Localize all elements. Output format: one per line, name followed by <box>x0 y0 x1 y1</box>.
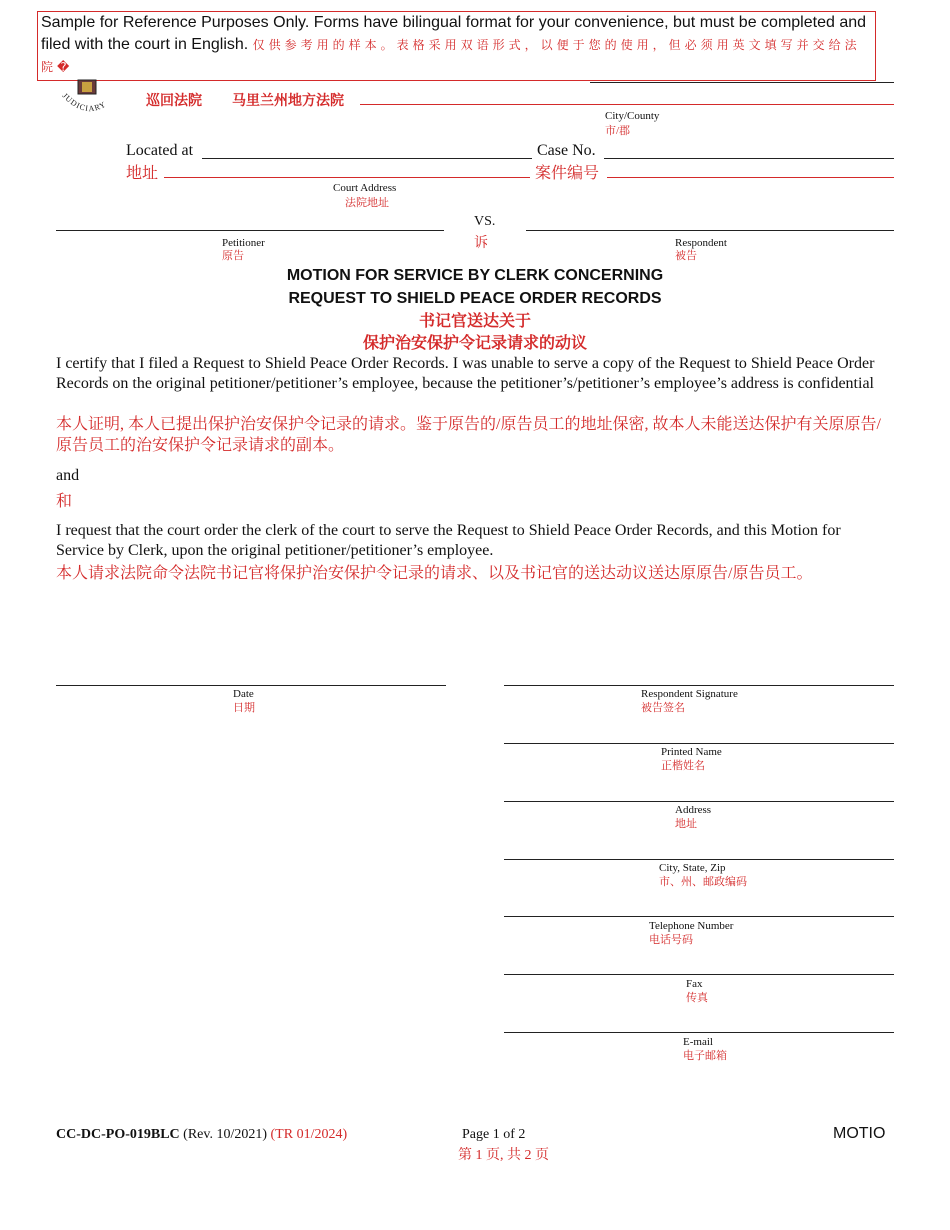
case-no-label-cn: 案件编号 <box>535 165 600 182</box>
court-address-label-cn: 法院地址 <box>345 197 389 209</box>
city-state-zip-label: City, State, Zip <box>659 862 726 874</box>
telephone-label-cn: 电话号码 <box>649 934 693 946</box>
respondent-line <box>526 230 894 231</box>
city-county-line <box>360 104 894 105</box>
court-name-cn: 马里兰州地方法院 <box>232 93 344 109</box>
paragraph-certify-cn: 本人证明, 本人已提出保护治安保护令记录的请求。鉴于原告的/原告员工的地址保密, 故本人未能送达保护有关原原告/原告员工的治安保护令记录请求的副本。 <box>56 416 881 454</box>
footer-form-id: CC-DC-PO-019BLC <box>56 1127 180 1142</box>
located-at-line <box>202 158 532 159</box>
and-label: and <box>56 467 80 484</box>
paragraph-certify: I certify that I filed a Request to Shield Peace Order Records. I was unable to serve a copy of the Request to Shield Peace Order Records on the original petitioner/petitioner’s employee, because the petitioner’s/petitioner’s employee’s address is confidential <box>56 355 875 392</box>
telephone-input[interactable] <box>504 897 894 915</box>
respondent-label-cn: 被告 <box>675 250 697 262</box>
telephone-line <box>504 916 894 917</box>
title-line2-cn: 保护治安保护令记录请求的动议 <box>362 333 587 352</box>
title-line2: REQUEST TO SHIELD PEACE ORDER RECORDS <box>288 290 662 307</box>
city-state-zip-line <box>504 859 894 860</box>
footer-motio: MOTIO <box>833 1125 886 1142</box>
svg-text:JUDICIARY <box>61 91 108 113</box>
city-county-label: City/County <box>605 110 660 122</box>
title-line1: MOTION FOR SERVICE BY CLERK CONCERNING <box>286 267 664 284</box>
court-type-cn: 巡回法院 <box>146 93 202 109</box>
printed-name-input[interactable] <box>504 724 894 742</box>
respondent-signature-label-cn: 被告签名 <box>641 702 685 714</box>
date-input[interactable] <box>56 666 446 684</box>
footer-page: Page 1 of 2 <box>462 1127 526 1142</box>
respondent-label: Respondent <box>675 237 727 249</box>
vs-label-cn: 诉 <box>474 236 488 251</box>
email-line <box>504 1032 894 1033</box>
petitioner-label: Petitioner <box>222 237 265 249</box>
address-input[interactable] <box>504 782 894 800</box>
seal-text: JUDICIARY <box>60 91 108 114</box>
city-state-zip-label-cn: 市、州、邮政编码 <box>659 876 747 888</box>
printed-name-label: Printed Name <box>661 746 722 758</box>
respondent-signature-input[interactable] <box>504 666 894 684</box>
court-address-label: Court Address <box>333 182 397 194</box>
fax-line <box>504 974 894 975</box>
court-address-input[interactable] <box>202 142 532 158</box>
email-label-cn: 电子邮箱 <box>683 1050 727 1062</box>
respondent-signature-label: Respondent Signature <box>641 688 738 700</box>
date-line <box>56 685 446 686</box>
printed-name-label-cn: 正楷姓名 <box>661 760 705 772</box>
email-input[interactable] <box>504 1013 894 1031</box>
vs-label: VS. <box>474 214 496 229</box>
sample-notice <box>37 11 876 81</box>
respondent-signature-line <box>504 685 894 686</box>
top-rule <box>590 82 894 83</box>
located-at-label-cn: 地址 <box>126 165 159 182</box>
printed-name-line <box>504 743 894 744</box>
footer-tr: (TR 01/2024) <box>270 1127 348 1142</box>
address-label-cn: 地址 <box>675 818 697 830</box>
case-no-label: Case No. <box>537 142 596 159</box>
fax-label-cn: 传真 <box>686 992 708 1004</box>
city-state-zip-input[interactable] <box>504 840 894 858</box>
fax-input[interactable] <box>504 955 894 973</box>
case-no-input[interactable] <box>604 142 894 158</box>
email-label: E-mail <box>683 1036 713 1048</box>
city-county-input[interactable] <box>360 88 894 104</box>
petitioner-input[interactable] <box>56 212 444 230</box>
case-no-line-cn <box>607 177 894 178</box>
notice-text-en: Sample for Reference Purposes Only. Forms have bilingual format for your convenience, but must be completed and filed with the court in English. <box>41 14 867 53</box>
fax-label: Fax <box>686 978 703 990</box>
paragraph-request: I request that the court order the clerk of the court to serve the Request to Shield Peace Order Records, and this Motion for Service by Clerk, upon the original petitioner/petitioner’s employee. <box>56 522 841 559</box>
and-label-cn: 和 <box>56 493 73 510</box>
address-label: Address <box>675 804 712 816</box>
notice-text-cn: 仅供参考用的样本。表格采用双语形式，以便于您的使用，但必须用英文填写并交给法院� <box>41 38 861 74</box>
case-no-line <box>604 158 894 159</box>
petitioner-line <box>56 230 444 231</box>
date-label: Date <box>233 688 254 700</box>
respondent-input[interactable] <box>526 212 894 230</box>
city-county-label-cn: 市/郡 <box>605 125 631 137</box>
date-label-cn: 日期 <box>233 702 255 714</box>
judiciary-seal-icon <box>58 78 118 122</box>
telephone-label: Telephone Number <box>649 920 734 932</box>
title-line1-cn: 书记官送达关于 <box>418 311 531 330</box>
paragraph-request-cn: 本人请求法院命令法院书记官将保护治安保护令记录的请求、以及书记官的送达动议送达原原告/原告员工。 <box>56 565 813 582</box>
footer-page-cn: 第 1 页, 共 2 页 <box>458 1148 549 1163</box>
petitioner-label-cn: 原告 <box>222 250 244 262</box>
located-at-line-cn <box>164 177 530 178</box>
footer-form-id-group <box>56 1127 347 1143</box>
footer-rev: (Rev. 10/2021) <box>179 1127 271 1142</box>
address-line <box>504 801 894 802</box>
located-at-label: Located at <box>126 142 194 159</box>
